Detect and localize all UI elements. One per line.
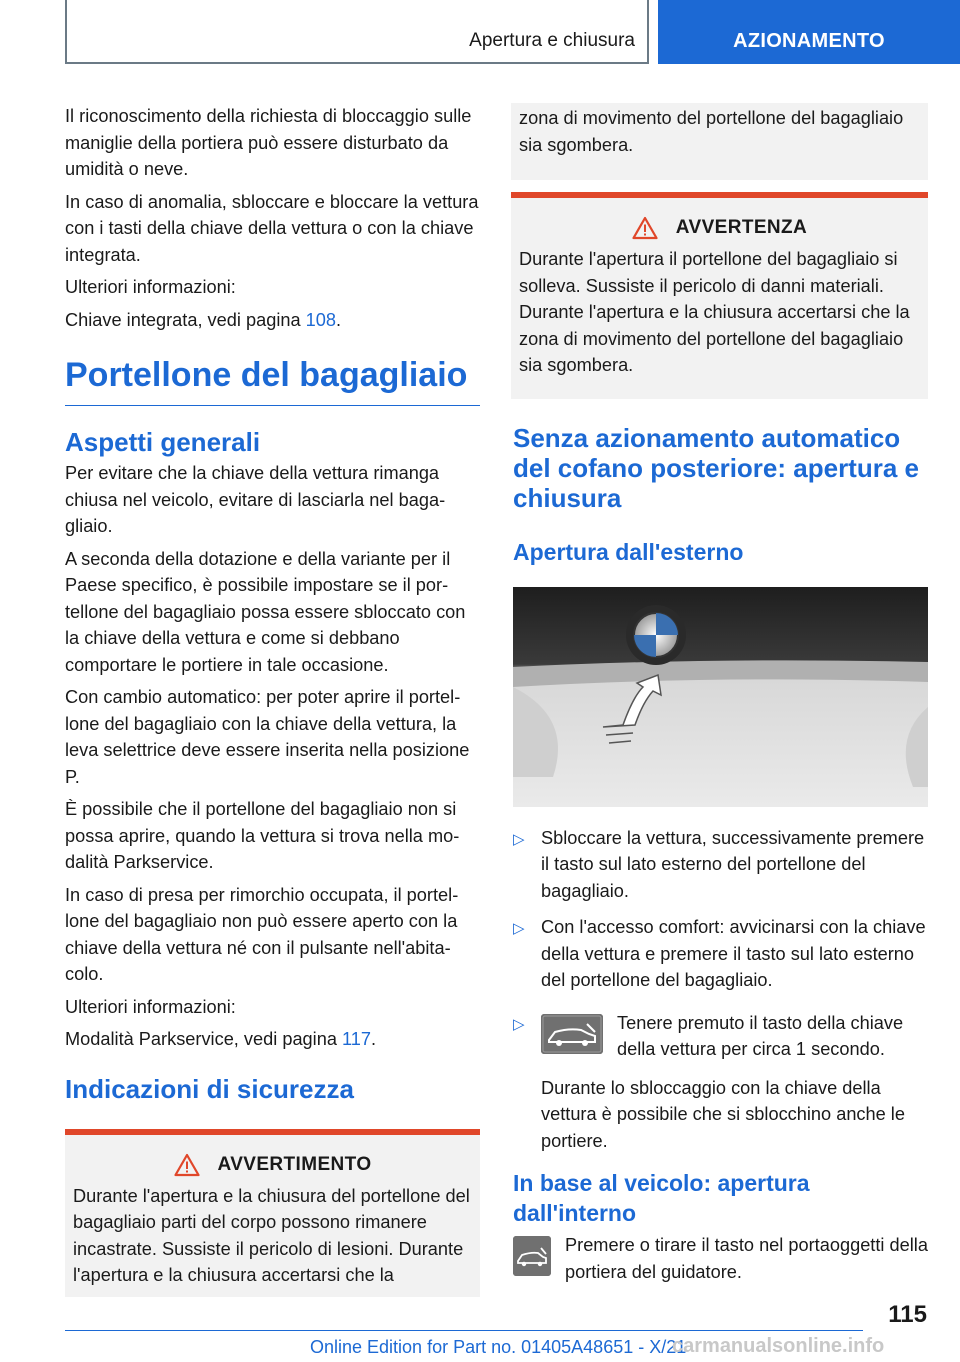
header-chapter-label: AZIONAMENTO bbox=[733, 30, 885, 52]
warning-header-2 bbox=[519, 216, 920, 240]
header-section-label: Apertura e chiusura bbox=[469, 30, 635, 51]
auto-title: Senza azionamento automatico del cofano posteriore: apertura e chiusura bbox=[513, 422, 919, 513]
inside-text: Premere o tirare il tasto nel portaoggetti della portiera del guidatore. bbox=[565, 1235, 928, 1282]
page-link-108[interactable]: 108 bbox=[305, 309, 336, 330]
intro-paragraph-3: Ulteriori informazioni: bbox=[65, 277, 236, 297]
general-reference: Modalità Parkservice, vedi pagina 117. bbox=[65, 1029, 377, 1049]
car-tailgate-icon bbox=[541, 1014, 603, 1054]
safety-title: Indicazioni di sicurezza bbox=[65, 1073, 354, 1104]
step-3-text: Tenere premuto il tasto della chiave della vettura per circa 1 secondo. bbox=[617, 1012, 904, 1059]
outside-title: Apertura dall'esterno bbox=[513, 538, 744, 565]
bullet-triangle-icon: ▷ bbox=[513, 920, 525, 937]
right-column bbox=[513, 103, 928, 1285]
section-title: Portellone del bagagliaio bbox=[65, 355, 480, 406]
general-paragraph-3: Con cambio automatico: per poter aprire il portellone del bagagliaio con la chiave della vettura, la leva selettrice deve essere inserita nella posizione P. bbox=[65, 687, 470, 787]
general-paragraph-2: A seconda della dotazione e della variante per il Paese specifico, è possibile impostare se il portellone del bagagliaio possa essere sbloccato con la chiave della vettura e come si debbano comportare le portiere in tale occasione. bbox=[65, 548, 466, 675]
general-paragraph-6: Ulteriori informazioni: bbox=[65, 996, 236, 1017]
steps-list bbox=[513, 825, 928, 1155]
step-3-note: Durante lo sbloccaggio con la chiave della vettura è possibile che si sblocchino anche le portiere. bbox=[541, 1077, 905, 1151]
warning-header-1 bbox=[73, 1153, 472, 1177]
warning-text-2: Durante l'apertura il portellone del bagagliaio si solleva. Sussiste il pericolo di danni materiali. Durante l'apertura e la chiusura accertarsi che la zona di movimento del portellone del bagagliaio sia sgombera. bbox=[519, 249, 910, 375]
bullet-triangle-icon: ▷ bbox=[513, 1015, 525, 1033]
step-3-row bbox=[541, 1010, 928, 1063]
warning-label-2: AVVERTENZA bbox=[675, 217, 808, 238]
left-column bbox=[65, 103, 480, 1297]
list-item: ▷ Con l'accesso comfort: avvicinarsi con la chiave della vettura e premere il tasto sul lato esterno del portellone del bagagliaio. bbox=[513, 917, 926, 990]
header-section-tab bbox=[65, 0, 649, 64]
general-paragraph-4: È possibile che il portellone del bagagliaio non si possa aprire, quando la vettura si trova nella modalità Parkservice. bbox=[65, 799, 460, 872]
list-item: ▷ Sbloccare la vettura, successivamente premere il tasto sul lato esterno del portellone del bagagliaio. bbox=[513, 827, 925, 901]
warning-label-1: AVVERTIMENTO bbox=[217, 1153, 372, 1175]
warning-text-1: Durante l'apertura e la chiusura del portellone del bagagliaio parti del corpo possono rimanere incastrate. Sussiste il pericolo di lesioni. Durante l'apertura e la chiusura accertarsi che la bbox=[73, 1185, 470, 1285]
warning-triangle-icon bbox=[632, 216, 658, 240]
warning-box-1 bbox=[65, 1129, 480, 1297]
bullet-triangle-icon: ▷ bbox=[513, 830, 525, 848]
car-tailgate-icon bbox=[513, 1236, 551, 1276]
intro-paragraph-2: In caso di anomalia, sbloccare e bloccare la vettura con i tasti della chiave della vettura o con la chiave integrata. bbox=[65, 191, 479, 265]
inside-title: In base al veicolo: apertura dall'interno bbox=[513, 1170, 810, 1226]
general-paragraph-5: In caso di presa per rimorchio occupata, il portellone del bagagliaio non può essere aperto con la chiave della vettura né con il pulsante nell'abitacolo. bbox=[65, 884, 459, 984]
general-title: Aspetti generali bbox=[65, 427, 261, 457]
general-paragraph-1: Per evitare che la chiave della vettura rimanga chiusa nel veicolo, evitare di lasciarla nel bagagliaio. bbox=[65, 463, 446, 536]
intro-reference: Chiave integrata, vedi pagina 108. bbox=[65, 309, 342, 330]
warning-box-2 bbox=[511, 192, 928, 399]
warning-triangle-icon bbox=[174, 1153, 200, 1177]
warning-box-1-continued bbox=[511, 103, 928, 180]
tailgate-button-photo bbox=[513, 587, 928, 807]
footer-divider bbox=[65, 1330, 863, 1331]
watermark: carmanualsonline.info bbox=[672, 1335, 885, 1357]
page-link-117[interactable]: 117 bbox=[342, 1029, 371, 1049]
inside-row bbox=[513, 1232, 928, 1285]
page-number: 115 bbox=[888, 1301, 927, 1328]
footer-edition: Online Edition for Part no. 01405A48651 - X/21 bbox=[310, 1337, 687, 1357]
list-item bbox=[513, 1010, 928, 1155]
header-chapter-tab bbox=[658, 0, 960, 64]
intro-paragraph-1: Il riconoscimento della richiesta di bloccaggio sulle maniglie della portiera può essere disturbato da umidità o neve. bbox=[65, 106, 472, 179]
warning-text-1-continued: zona di movimento del portellone del bagagliaio sia sgombera. bbox=[519, 108, 904, 155]
